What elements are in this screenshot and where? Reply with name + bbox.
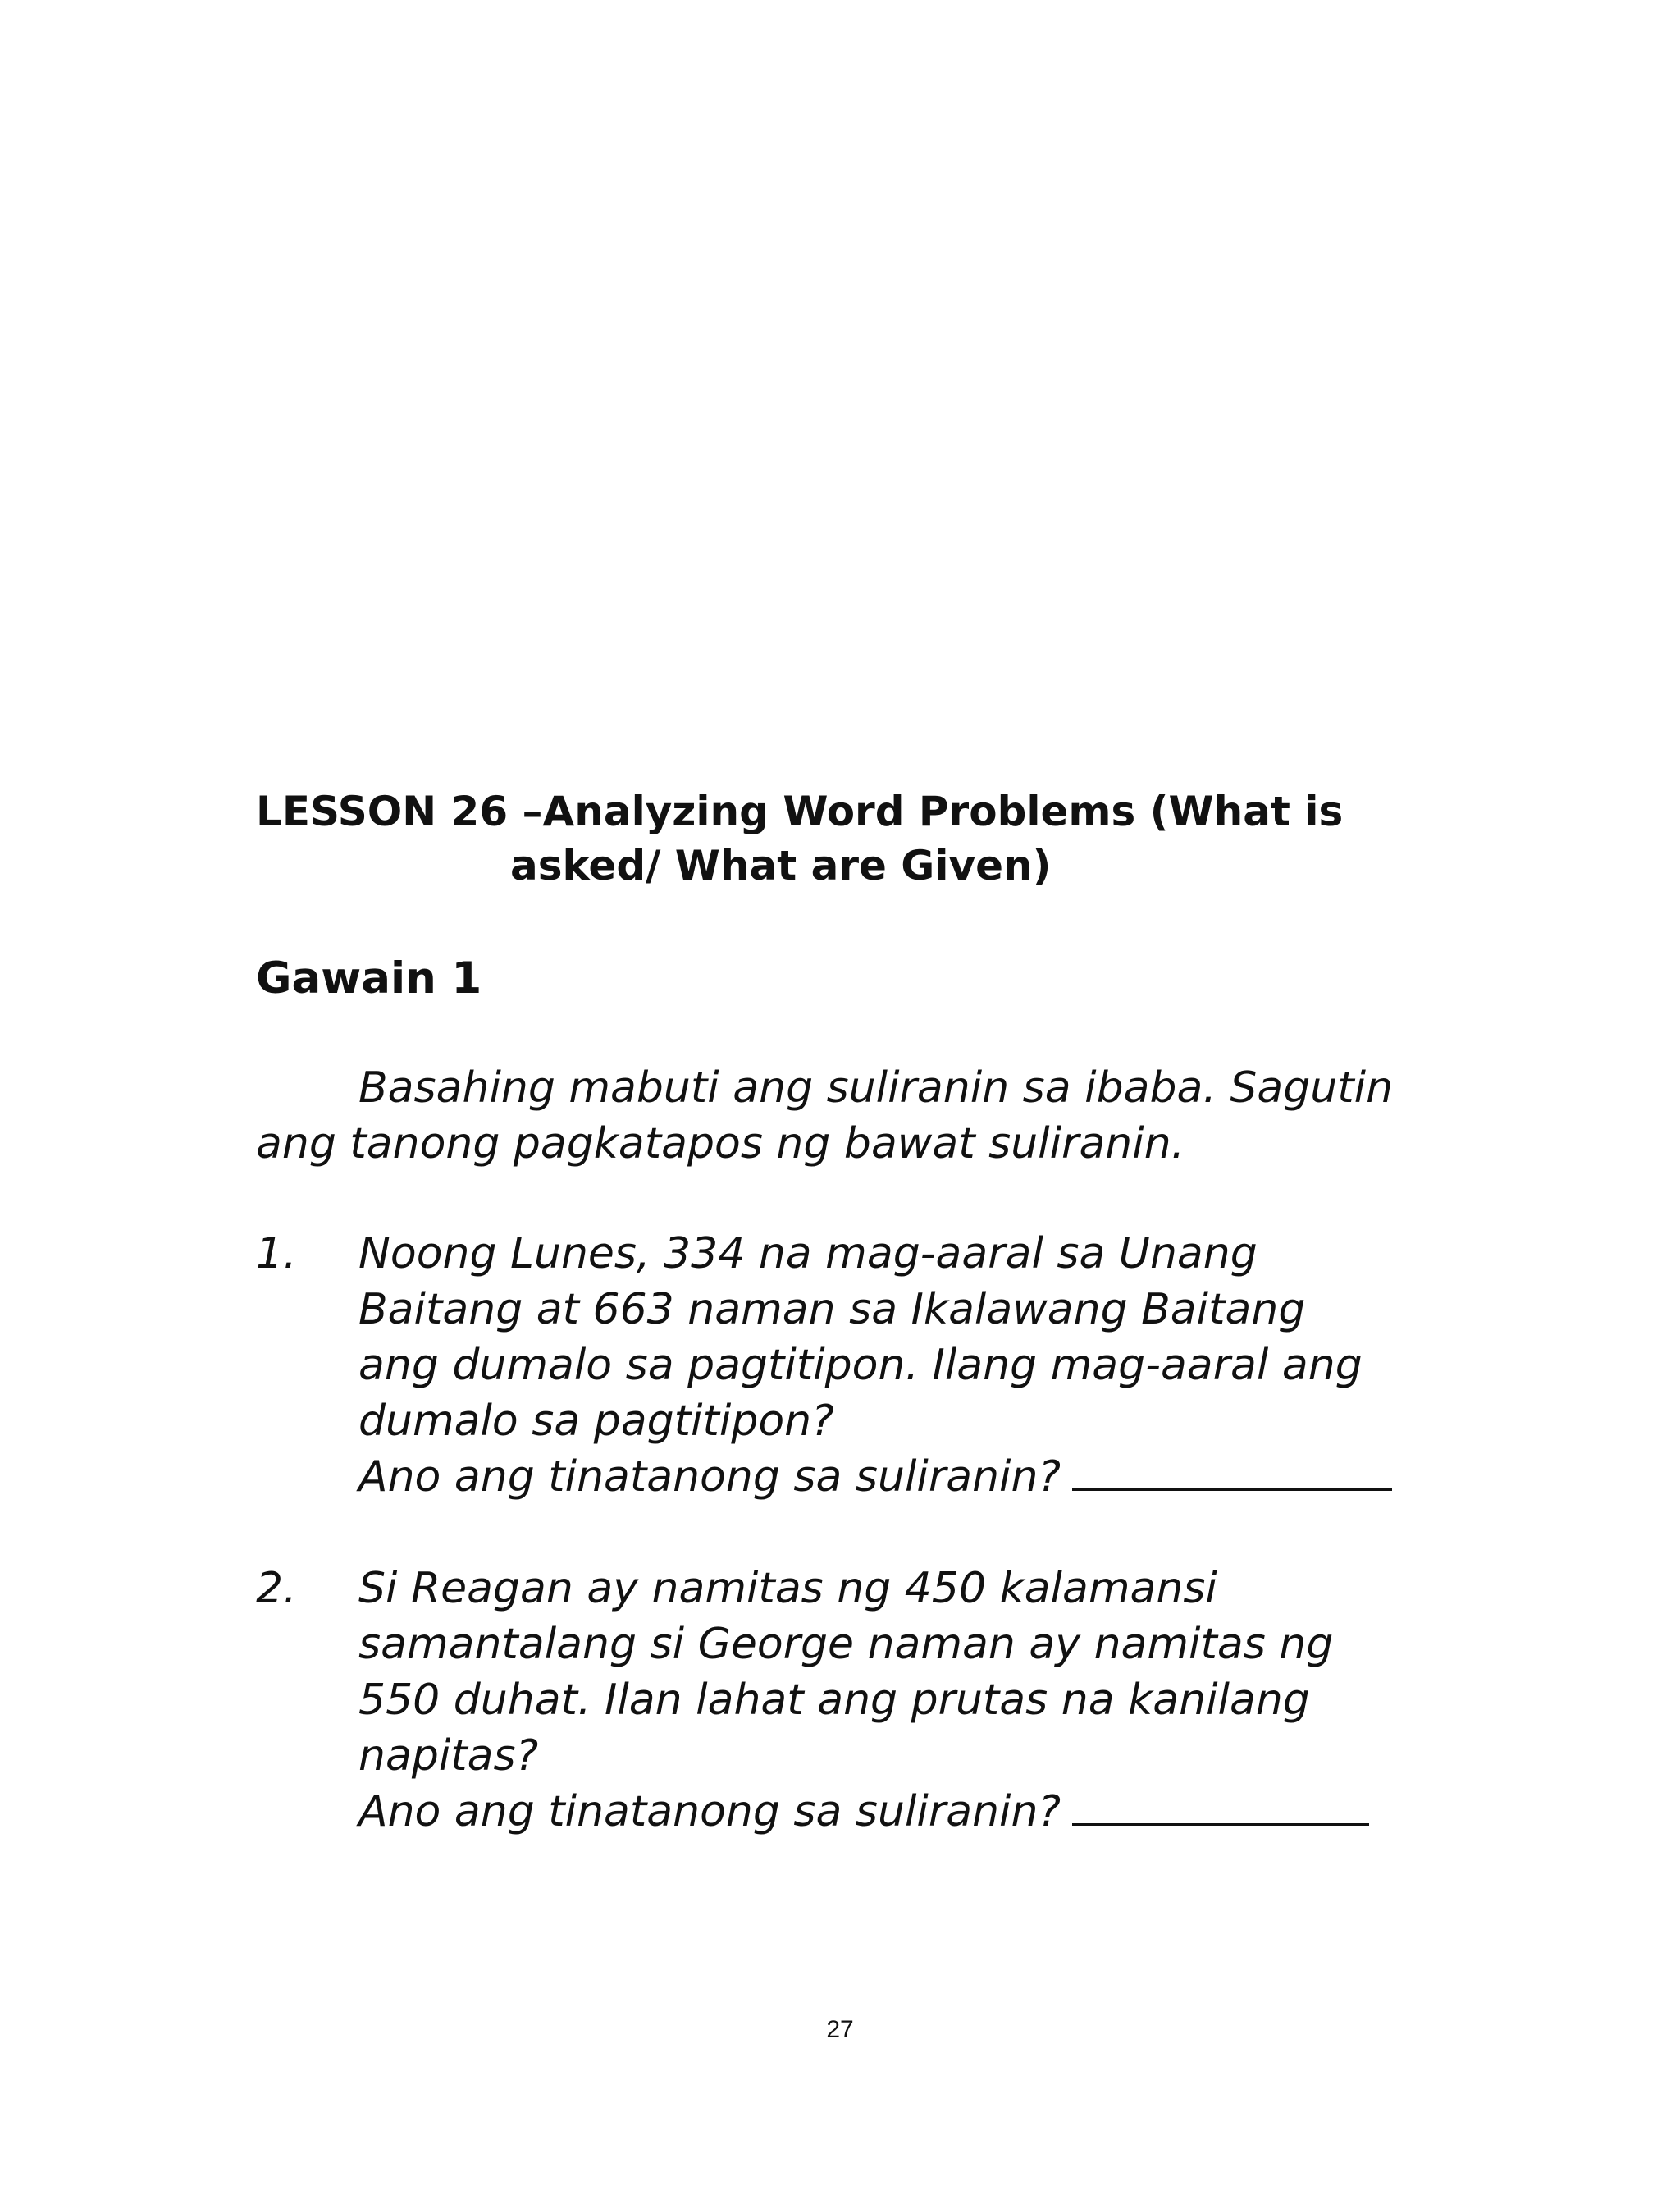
instructions-line-1: Basahing mabuti ang suliranin sa ibaba. Sagutin (358, 1063, 1394, 1113)
problem-2-number: 2. (256, 1564, 297, 1613)
problem-1-question-row (358, 1449, 1392, 1505)
problem-2-line-4: napitas? (358, 1731, 539, 1781)
lesson-title-line-2: asked/ What are Given) (510, 842, 1052, 889)
activity-heading: Gawain 1 (256, 953, 482, 1004)
problem-2-answer-blank[interactable] (1072, 1784, 1369, 1826)
problem-2-line-3: 550 duhat. Ilan lahat ang prutas na kanilang (358, 1676, 1310, 1725)
problem-1-line-2: Baitang at 663 naman sa Ikalawang Baitang (358, 1285, 1306, 1334)
page-number: 27 (826, 2016, 854, 2043)
problem-1-line-3: ang dumalo sa pagtitipon. Ilang mag-aaral ang (358, 1341, 1363, 1390)
lesson-title-line-1: LESSON 26 –Analyzing Word Problems (What is (256, 788, 1344, 835)
problem-1-question: Ano ang tinatanong sa suliranin? (358, 1452, 1061, 1502)
problem-1-number: 1. (256, 1229, 297, 1278)
problem-2-question: Ano ang tinatanong sa suliranin? (358, 1787, 1061, 1836)
instructions-line-2: ang tanong pagkatapos ng bawat suliranin. (256, 1119, 1185, 1168)
problem-2-line-2: samantalang si George naman ay namitas ng (358, 1620, 1334, 1669)
problem-1-line-1: Noong Lunes, 334 na mag-aaral sa Unang (358, 1229, 1258, 1278)
problem-1-line-4: dumalo sa pagtitipon? (358, 1397, 834, 1446)
problem-2-line-1: Si Reagan ay namitas ng 450 kalamansi (358, 1564, 1217, 1613)
problem-1-answer-blank[interactable] (1072, 1449, 1392, 1491)
problem-2-question-row (358, 1784, 1369, 1840)
